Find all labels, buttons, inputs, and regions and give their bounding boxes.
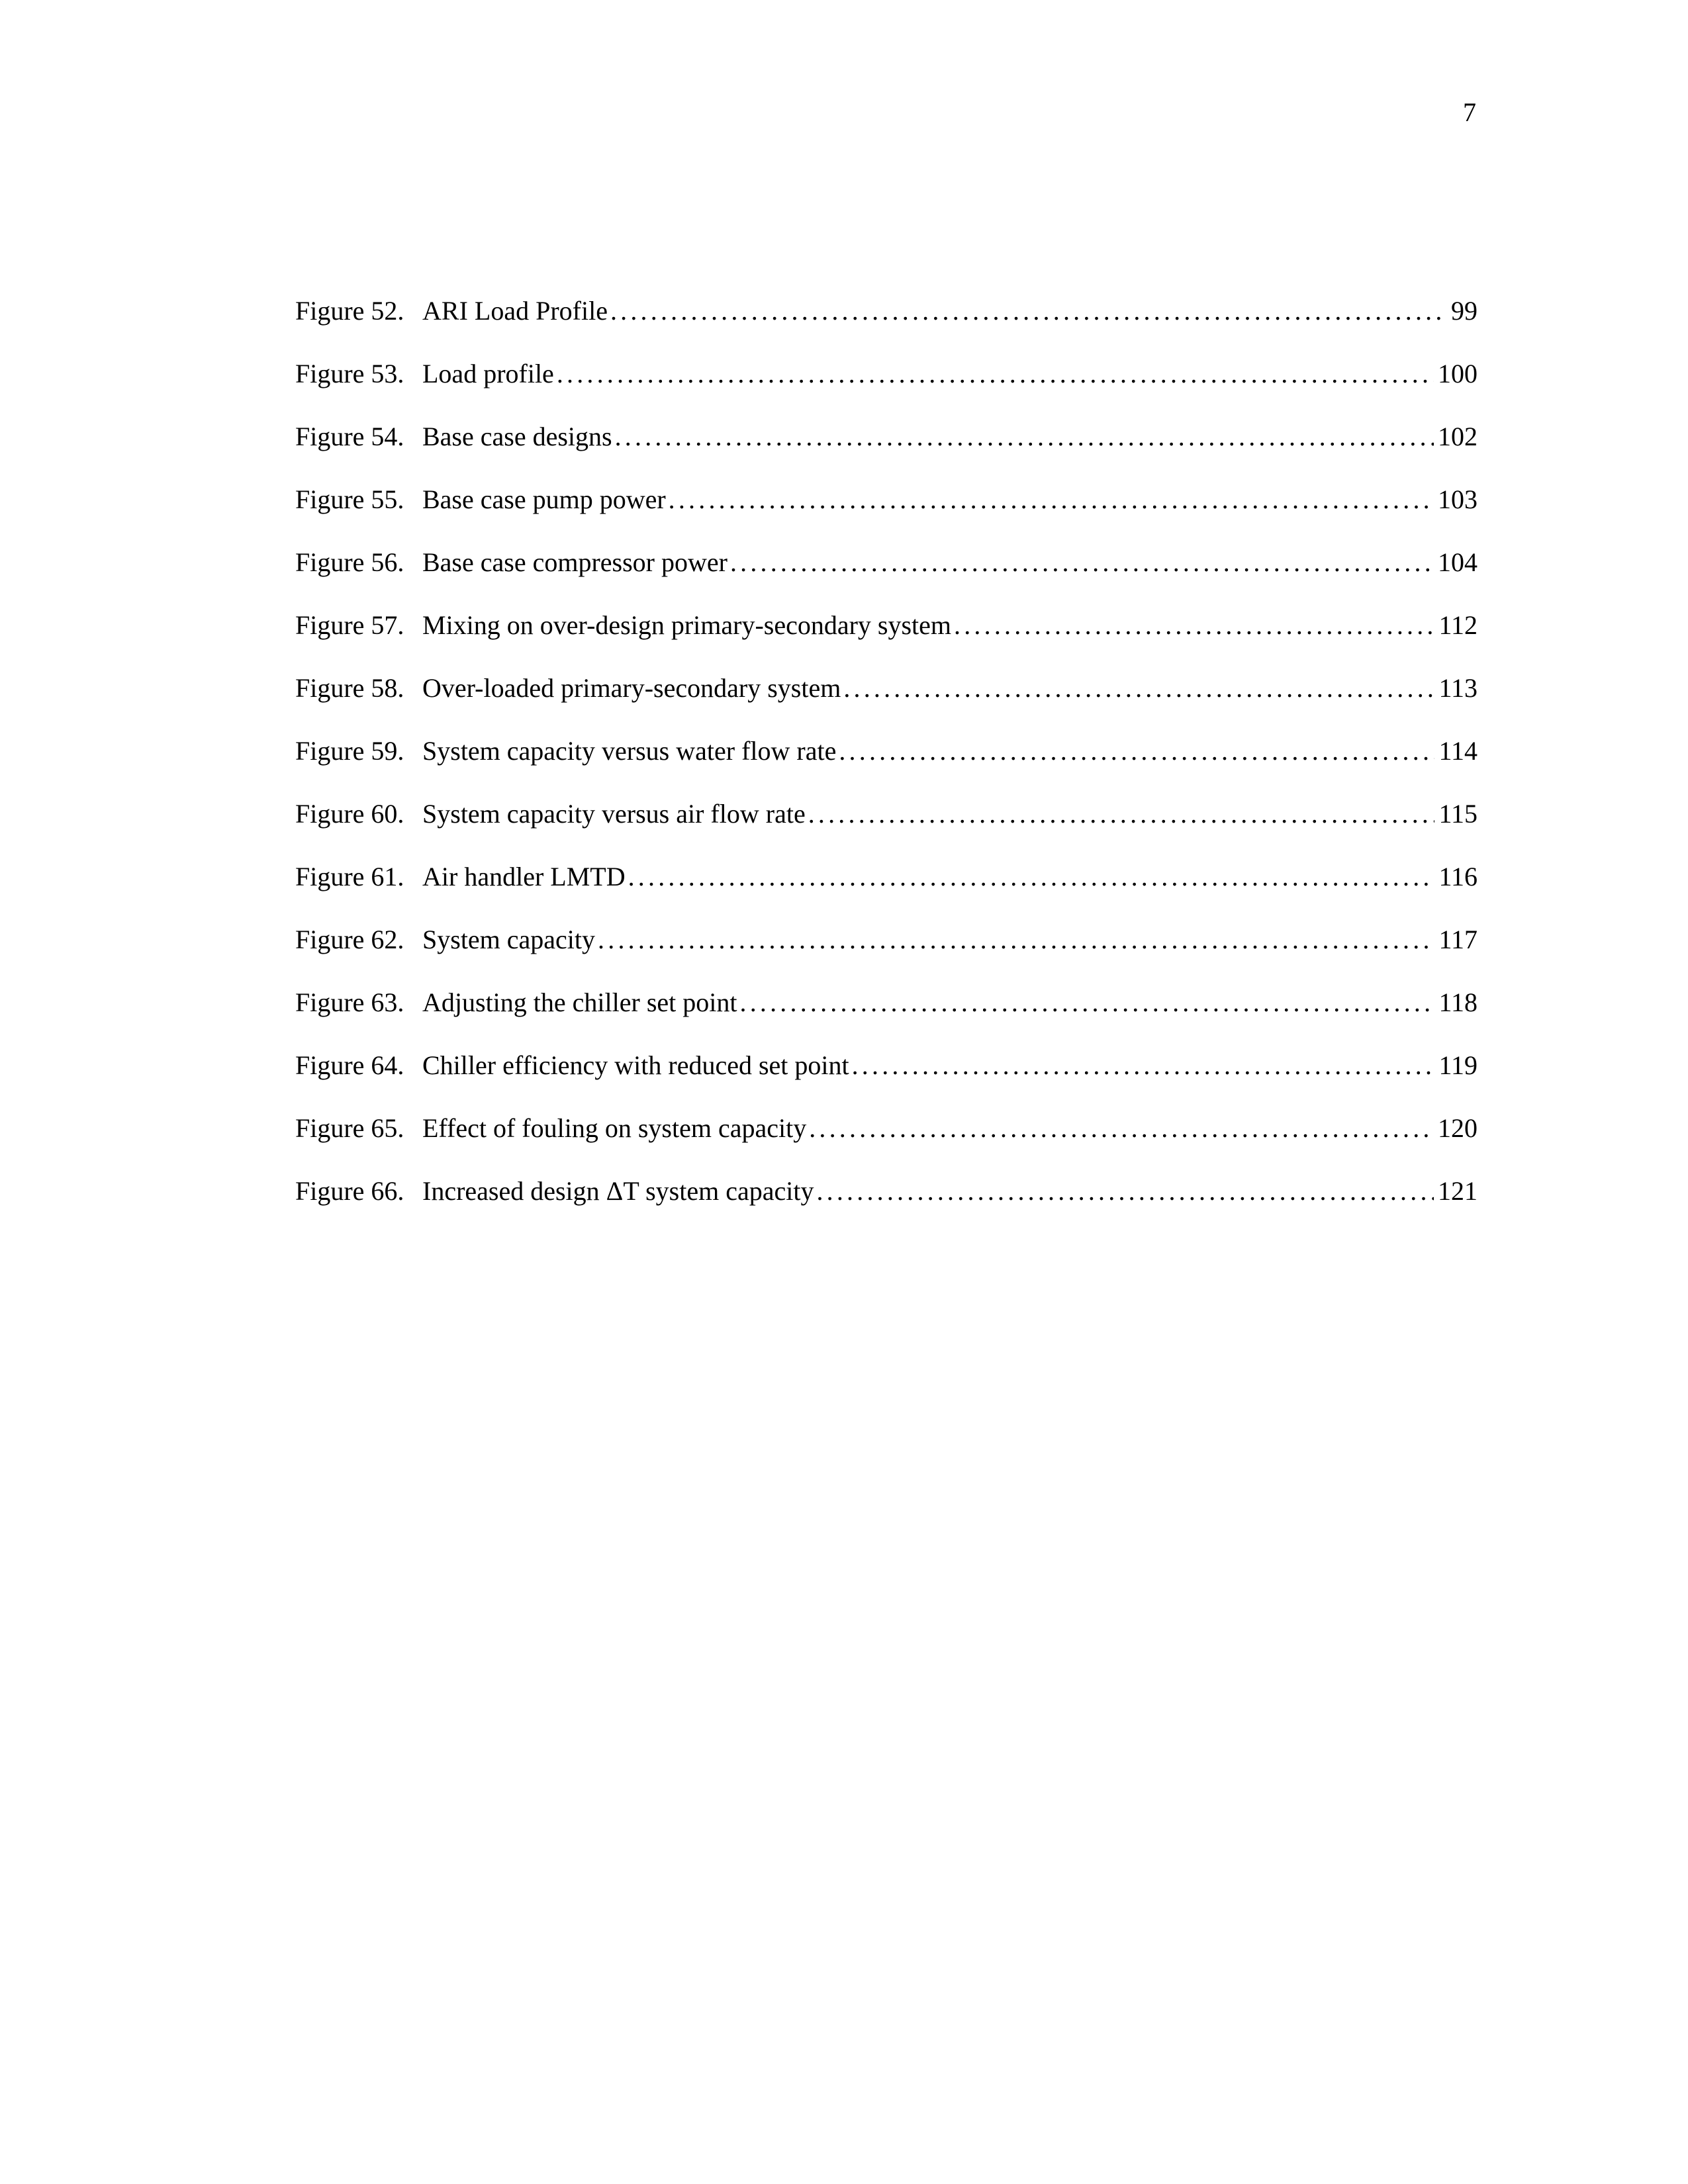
figure-title: ARI Load Profile <box>422 296 608 326</box>
dot-leader <box>809 1113 1434 1144</box>
figure-title: Air handler LMTD <box>422 862 626 891</box>
lof-entry[interactable] <box>295 1175 1477 1240</box>
figure-title: System capacity versus water flow rate <box>422 736 837 766</box>
lof-entry[interactable] <box>295 421 1477 484</box>
figure-title: System capacity <box>422 925 596 954</box>
lof-entry[interactable] <box>295 547 1477 610</box>
figure-label: Figure 58. <box>295 673 404 703</box>
dot-leader <box>954 610 1434 641</box>
figure-title: Base case compressor power <box>422 547 727 577</box>
figure-page-number: 114 <box>1438 736 1477 766</box>
lof-entry[interactable] <box>295 484 1477 547</box>
figure-title: Mixing on over-design primary-secondary system <box>422 610 952 640</box>
figure-label: Figure 61. <box>295 862 404 891</box>
figure-page-number: 102 <box>1438 422 1477 451</box>
figure-label: Figure 52. <box>295 296 404 326</box>
figure-page-number: 121 <box>1438 1176 1477 1206</box>
dot-leader <box>669 484 1434 516</box>
figure-page-number: 120 <box>1438 1113 1477 1143</box>
figure-title: Base case designs <box>422 422 612 451</box>
dot-leader <box>740 987 1435 1019</box>
figure-label: Figure 66. <box>295 1176 404 1206</box>
figure-page-number: 116 <box>1438 862 1477 891</box>
figure-title: Effect of fouling on system capacity <box>422 1113 807 1143</box>
figure-page-number: 113 <box>1438 673 1477 703</box>
dot-leader <box>730 547 1434 578</box>
dot-leader <box>839 735 1434 767</box>
dot-leader <box>598 924 1434 956</box>
lof-entry[interactable] <box>295 735 1477 798</box>
figure-label: Figure 56. <box>295 547 404 577</box>
lof-entry[interactable] <box>295 924 1477 987</box>
figure-title: Adjusting the chiller set point <box>422 987 737 1017</box>
lof-entry[interactable] <box>295 610 1477 672</box>
lof-entry[interactable] <box>295 1050 1477 1113</box>
figure-title: Load profile <box>422 359 554 388</box>
figure-title: Chiller efficiency with reduced set point <box>422 1050 849 1080</box>
lof-entry[interactable] <box>295 798 1477 861</box>
figure-page-number: 117 <box>1438 925 1477 954</box>
lof-entry[interactable] <box>295 987 1477 1050</box>
list-of-figures <box>295 295 1477 1240</box>
figure-page-number: 100 <box>1438 359 1477 388</box>
lof-entry[interactable] <box>295 295 1477 358</box>
figure-label: Figure 60. <box>295 799 404 829</box>
figure-label: Figure 65. <box>295 1113 404 1143</box>
dot-leader <box>610 295 1447 327</box>
lof-entry[interactable] <box>295 1113 1477 1175</box>
figure-label: Figure 54. <box>295 422 404 451</box>
dot-leader <box>628 861 1435 893</box>
dot-leader <box>808 798 1435 830</box>
figure-page-number: 103 <box>1438 484 1477 514</box>
figure-label: Figure 64. <box>295 1050 404 1080</box>
lof-entry[interactable] <box>295 672 1477 735</box>
dot-leader <box>852 1050 1435 1081</box>
figure-label: Figure 62. <box>295 925 404 954</box>
figure-label: Figure 53. <box>295 359 404 388</box>
dot-leader <box>615 421 1434 453</box>
dot-leader <box>557 358 1434 390</box>
dot-leader <box>816 1175 1434 1207</box>
page-number: 7 <box>1463 97 1476 127</box>
figure-title: Base case pump power <box>422 484 666 514</box>
figure-title: System capacity versus air flow rate <box>422 799 806 829</box>
figure-page-number: 118 <box>1438 987 1477 1017</box>
figure-page-number: 112 <box>1438 610 1477 640</box>
figure-page-number: 104 <box>1438 547 1477 577</box>
figure-page-number: 99 <box>1451 296 1477 326</box>
figure-label: Figure 57. <box>295 610 404 640</box>
lof-entry[interactable] <box>295 861 1477 924</box>
figure-label: Figure 63. <box>295 987 404 1017</box>
lof-entry[interactable] <box>295 358 1477 421</box>
figure-label: Figure 55. <box>295 484 404 514</box>
figure-page-number: 119 <box>1438 1050 1477 1080</box>
figure-page-number: 115 <box>1438 799 1477 829</box>
dot-leader <box>843 672 1434 704</box>
figure-title: Over-loaded primary-secondary system <box>422 673 841 703</box>
figure-title: Increased design ΔT system capacity <box>422 1176 814 1206</box>
figure-label: Figure 59. <box>295 736 404 766</box>
